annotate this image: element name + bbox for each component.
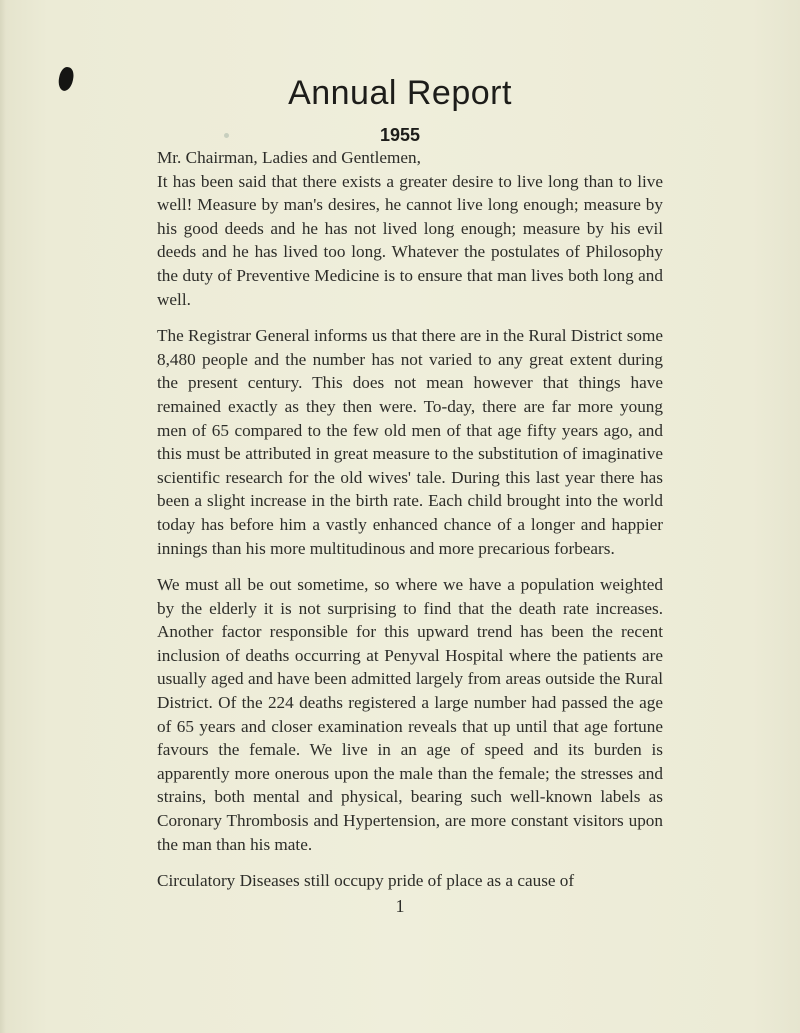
paragraph-gap bbox=[157, 311, 663, 324]
report-body bbox=[157, 146, 663, 893]
salutation: Mr. Chairman, Ladies and Gentlemen, bbox=[157, 148, 421, 167]
paragraph-3: We must all be out sometime, so where we have a population weighted by the elderly it is not surprising to find that the death rate increases. Another factor responsible for this upward trend has been the recent inclusion of deaths occurring at Penyval Hospital where the patients are usually aged and have been admitted largely from areas outside the Rural District. Of the 224 deaths registered a large number had passed the age of 65 years and closer examination reveals that up until that age fortune favours the female. We live in an age of speed and its burden is apparently more onerous upon the male than the female; the stresses and strains, both mental and physical, bearing such well-known labels as Coronary Thrombosis and Hypertension, are more constant visitors upon the man than his mate. bbox=[157, 575, 663, 854]
paragraph-1: It has been said that there exists a greater desire to live long than to live well! Measure by man's desires, he cannot live long enough; measure by his good deeds and he has not lived long enough; measure by his evil deeds and he has lived too long. Whatever the postulates of Philosophy the duty of Preventive Medicine is to ensure that man lives both long and well. bbox=[157, 171, 663, 309]
paragraph-2: The Registrar General informs us that there are in the Rural District some 8,480 people and the number has not varied to any great extent during the present century. This does not mean however that things have remained exactly as they then were. To-day, there are far more young men of 65 compared to the few old men of that age fifty years ago, and this must be attributed in great measure to the substitution of imaginative scientific research for the old wives' tale. During this last year there has been a slight increase in the birth rate. Each child brought into the world today has before him a vastly enhanced chance of a longer and happier innings than his more multitudinous and more precarious forbears. bbox=[157, 326, 663, 558]
page-edge-shadow bbox=[0, 0, 6, 1033]
report-title: Annual Report bbox=[288, 74, 512, 112]
report-year: 1955 bbox=[379, 125, 421, 145]
paragraph-gap bbox=[157, 856, 663, 869]
paragraph-gap bbox=[157, 560, 663, 573]
page-number: 1 bbox=[395, 896, 405, 916]
paragraph-4: Circulatory Diseases still occupy pride of place as a cause of bbox=[157, 871, 575, 891]
